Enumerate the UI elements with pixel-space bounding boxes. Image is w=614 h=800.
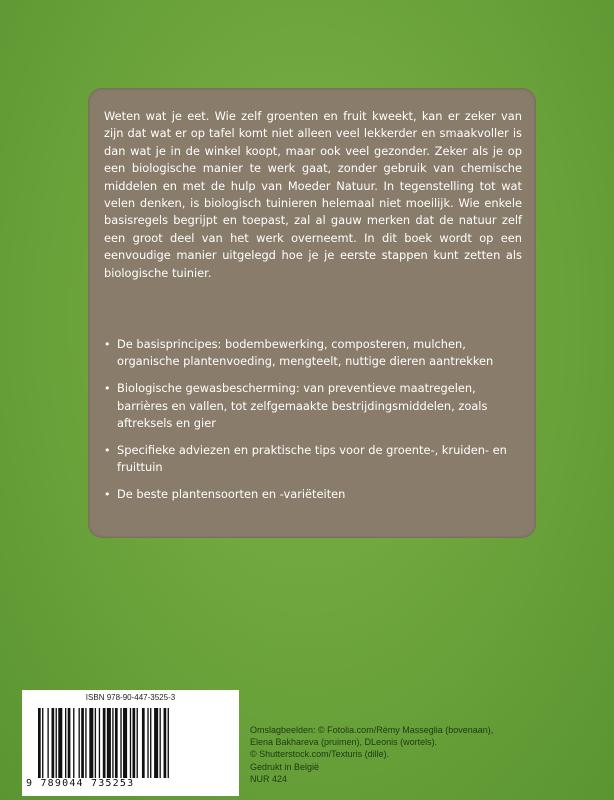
feature-item bbox=[104, 486, 524, 503]
feature-text: De basisprincipes: bodembewerking, composteren, mulchen, organische plantenvoeding, mengteelt, nuttige dieren aantrekken bbox=[117, 337, 494, 369]
feature-text: De beste plantensoorten en -variëteiten bbox=[117, 487, 346, 502]
credit-line: © Shutterstock.com/Texturis (dille). bbox=[250, 749, 390, 760]
barcode-icon bbox=[36, 708, 226, 778]
feature-item bbox=[104, 380, 524, 432]
isbn-text: ISBN 978-90-447-3525-3 bbox=[85, 693, 176, 702]
feature-text: Specifieke adviezen en praktische tips voor de groente-, kruiden- en fruittuin bbox=[117, 443, 507, 475]
barcode-label bbox=[22, 690, 239, 796]
description-panel bbox=[88, 88, 536, 538]
bullet-icon: • bbox=[104, 444, 111, 458]
credit-line: Omslagbeelden: © Fotolia.com/Rémy Masseglia (bovenaan), bbox=[250, 725, 494, 735]
feature-text: Biologische gewasbescherming: van preventieve maatregelen, barrières en vallen, tot zelfgemaakte bestrijdingsmiddelen, zoals aftreksels en gier bbox=[117, 381, 488, 430]
feature-item bbox=[104, 442, 524, 476]
barcode-digits: 9 789044 735253 bbox=[26, 778, 135, 789]
bullet-icon: • bbox=[104, 338, 111, 351]
feature-item bbox=[104, 336, 524, 370]
nur-code: NUR 424 bbox=[250, 773, 288, 784]
feature-list bbox=[104, 336, 524, 514]
intro-paragraph: Weten wat je eet. Wie zelf groenten en fruit kweekt, kan er zeker van zijn dat wat er op tafel komt niet alleen veel lekkerder en smaakvoller is dan wat je in de winkel koopt, maar ook veel gezonder. Zeker als je op een biologische manier te werk gaat, zonder gebruik van chemische middelen en met de hulp van Moeder Natuur. In tegenstelling tot wat velen denken, is biologisch tuinieren helemaal niet moeilijk. Wie enkele basisregels begrijpt en toepast, zal al gauw merken dat de natuur zelf een groot deel van het werk overneemt. In dit boek wordt op een eenvoudige manier uitgelegd hoe je je eerste stappen kunt zetten als biologische tuinier. bbox=[104, 109, 522, 280]
credit-line: Elena Bakhareva (pruimen), DLeonis (wortels). bbox=[250, 737, 438, 748]
printed-in: Gedrukt in België bbox=[250, 761, 320, 772]
bullet-icon: • bbox=[104, 488, 111, 502]
credits-block bbox=[250, 724, 500, 785]
bullet-icon: • bbox=[104, 382, 111, 396]
